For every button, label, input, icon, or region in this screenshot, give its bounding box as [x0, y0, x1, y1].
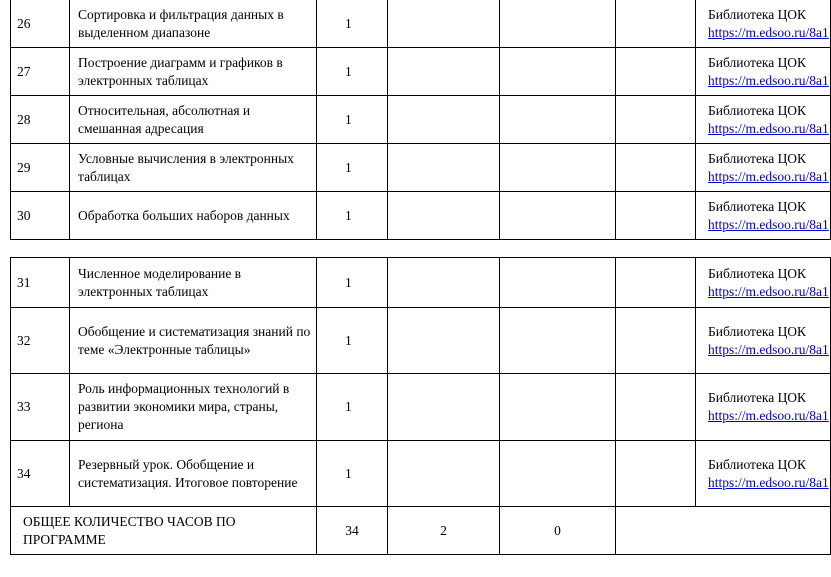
lesson-number: 31: [11, 258, 70, 308]
lesson-number: 28: [11, 96, 70, 144]
lesson-number: 32: [11, 308, 70, 374]
resource-cell: [696, 0, 831, 48]
resource-cell: [696, 96, 831, 144]
table-row: [11, 308, 831, 374]
date-cell: [616, 192, 696, 240]
lesson-topic: Обработка больших наборов данных: [70, 192, 317, 240]
date-cell: [616, 48, 696, 96]
resource-link[interactable]: https://m.edsoo.ru/8a1: [708, 408, 829, 423]
resource-cell: [696, 374, 831, 441]
library-label: Библиотека ЦОК: [708, 265, 806, 281]
resource-cell: [696, 192, 831, 240]
lesson-number: 30: [11, 192, 70, 240]
table-row: [11, 96, 831, 144]
library-label: Библиотека ЦОК: [708, 54, 806, 70]
control-works-cell: [388, 258, 500, 308]
library-label: Библиотека ЦОК: [708, 456, 806, 472]
total-empty-cell: [616, 507, 831, 555]
lessons-table-part1: [10, 0, 831, 240]
date-cell: [616, 144, 696, 192]
lesson-topic: Относительная, абсолютная и смешанная адресация: [70, 96, 317, 144]
lessons-table-part2: [10, 257, 831, 555]
lesson-topic: Обобщение и систематизация знаний по теме «Электронные таблицы»: [70, 308, 317, 374]
practical-works-cell: [500, 441, 616, 507]
control-works-cell: [388, 192, 500, 240]
practical-works-cell: [500, 192, 616, 240]
lesson-hours: 1: [317, 96, 388, 144]
resource-cell: [696, 144, 831, 192]
table-row: [11, 258, 831, 308]
resource-link[interactable]: https://m.edsoo.ru/8a1: [708, 283, 829, 299]
lesson-topic: Роль информационных технологий в развитии экономики мира, страны, региона: [70, 374, 317, 441]
lesson-hours: 1: [317, 48, 388, 96]
total-hours: 34: [317, 507, 388, 555]
lesson-number: 27: [11, 48, 70, 96]
lesson-hours: 1: [317, 258, 388, 308]
library-label: Библиотека ЦОК: [708, 390, 806, 405]
practical-works-cell: [500, 374, 616, 441]
lesson-topic: Резервный урок. Обобщение и систематизация. Итоговое повторение: [70, 441, 317, 507]
resource-link[interactable]: https://m.edsoo.ru/8a1: [708, 474, 829, 490]
practical-works-cell: [500, 258, 616, 308]
lesson-hours: 1: [317, 0, 388, 48]
lesson-topic: Численное моделирование в электронных таблицах: [70, 258, 317, 308]
resource-link[interactable]: https://m.edsoo.ru/8a1: [708, 168, 829, 184]
table-row: [11, 192, 831, 240]
date-cell: [616, 96, 696, 144]
table-row: [11, 441, 831, 507]
control-works-cell: [388, 0, 500, 48]
lesson-number: 33: [11, 374, 70, 441]
lesson-number: 29: [11, 144, 70, 192]
date-cell: [616, 374, 696, 441]
resource-link[interactable]: https://m.edsoo.ru/8a1: [708, 24, 829, 40]
lesson-topic: Сортировка и фильтрация данных в выделенном диапазоне: [70, 0, 317, 48]
library-label: Библиотека ЦОК: [708, 198, 806, 214]
resource-link[interactable]: https://m.edsoo.ru/8a1: [708, 120, 829, 136]
lesson-topic: Условные вычисления в электронных таблицах: [70, 144, 317, 192]
control-works-cell: [388, 48, 500, 96]
practical-works-cell: [500, 144, 616, 192]
resource-cell: [696, 258, 831, 308]
lesson-number: 26: [11, 0, 70, 48]
date-cell: [616, 258, 696, 308]
table-row: [11, 374, 831, 441]
total-label: ОБЩЕЕ КОЛИЧЕСТВО ЧАСОВ ПО ПРОГРАММЕ: [11, 507, 317, 555]
practical-works-cell: [500, 48, 616, 96]
library-label: Библиотека ЦОК: [708, 6, 806, 22]
library-label: Библиотека ЦОК: [708, 150, 806, 166]
resource-cell: [696, 308, 831, 374]
lesson-hours: 1: [317, 441, 388, 507]
lesson-hours: 1: [317, 374, 388, 441]
library-label: Библиотека ЦОК: [708, 323, 806, 339]
control-works-cell: [388, 308, 500, 374]
table-row: [11, 144, 831, 192]
table-row: [11, 0, 831, 48]
table-row: [11, 48, 831, 96]
lesson-topic: Построение диаграмм и графиков в электронных таблицах: [70, 48, 317, 96]
practical-works-cell: [500, 0, 616, 48]
control-works-cell: [388, 374, 500, 441]
lesson-hours: 1: [317, 144, 388, 192]
practical-works-cell: [500, 308, 616, 374]
control-works-cell: [388, 441, 500, 507]
total-practical-works: 0: [500, 507, 616, 555]
resource-link[interactable]: https://m.edsoo.ru/8a1: [708, 341, 829, 357]
practical-works-cell: [500, 96, 616, 144]
date-cell: [616, 0, 696, 48]
lesson-hours: 1: [317, 308, 388, 374]
date-cell: [616, 441, 696, 507]
resource-link[interactable]: https://m.edsoo.ru/8a1: [708, 72, 829, 88]
lesson-number: 34: [11, 441, 70, 507]
resource-link[interactable]: https://m.edsoo.ru/8a1: [708, 216, 829, 232]
lesson-hours: 1: [317, 192, 388, 240]
total-row: [11, 507, 831, 555]
total-control-works: 2: [388, 507, 500, 555]
control-works-cell: [388, 144, 500, 192]
control-works-cell: [388, 96, 500, 144]
resource-cell: [696, 441, 831, 507]
date-cell: [616, 308, 696, 374]
library-label: Библиотека ЦОК: [708, 102, 806, 118]
resource-cell: [696, 48, 831, 96]
